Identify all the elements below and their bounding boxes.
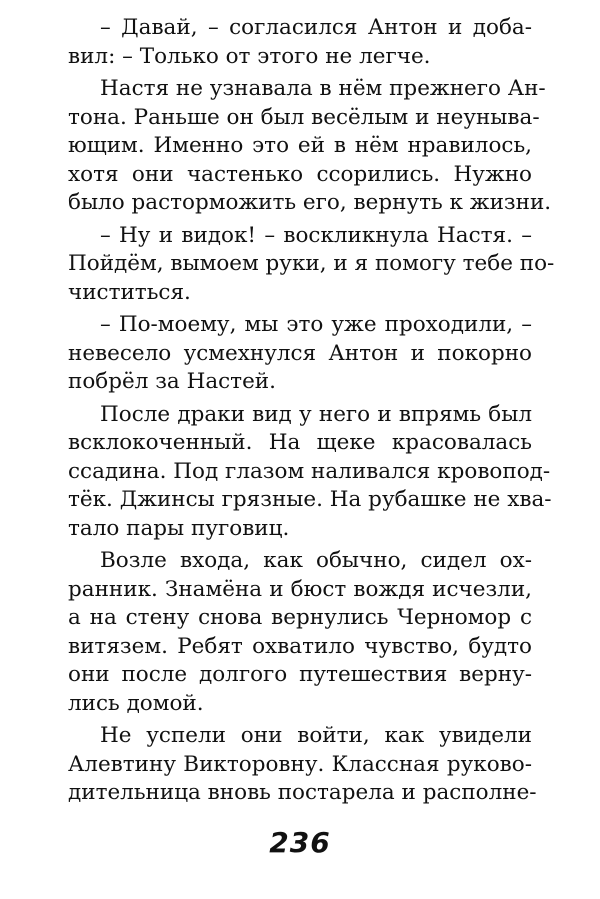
text-line: тона. Раньше он был весёлым и неуныва- (68, 104, 540, 130)
page-number: 236 (269, 826, 331, 859)
text-line: витязем. Ребят охватило чувство, будто (68, 633, 532, 659)
text-line: чиститься. (68, 279, 191, 305)
body-text (68, 14, 555, 808)
text-line: Алевтину Викторовну. Классная руково- (68, 751, 532, 777)
text-line: а на стену снова вернулись Черномор с (68, 605, 532, 630)
text-line: невесело усмехнулся Антон и покорно (68, 340, 532, 366)
text-line: После драки вид у него и впрямь был (100, 401, 532, 427)
text-line: лись домой. (68, 690, 204, 716)
text-line: было расторможить его, вернуть к жизни. (68, 190, 552, 215)
text-line: всклокоченный. На щеке красовалась (68, 430, 532, 455)
text-line: хотя они частенько ссорились. Нужно (68, 161, 532, 187)
text-line: они после долгого путешествия верну- (68, 662, 532, 687)
text-line: ющим. Именно это ей в нём нравилось, (68, 133, 532, 158)
text-line: Не успели они войти, как увидели (100, 723, 532, 748)
text-line: Пойдём, вымоем руки, и я помогу тебе по- (68, 251, 555, 276)
text-line: Возле входа, как обычно, сидел ох- (100, 548, 532, 573)
text-line: вил: – Только от этого не легче. (68, 43, 431, 69)
text-line: ранник. Знамёна и бюст вождя исчезли, (68, 576, 532, 602)
text-line: – Давай, – согласился Антон и доба- (100, 15, 532, 40)
text-line: – По-моему, мы это уже проходили, – (100, 312, 532, 337)
text-line: Настя не узнавала в нём прежнего Ан- (100, 76, 546, 101)
text-line: дительница вновь постарела и располне- (68, 780, 537, 805)
text-line: тёк. Джинсы грязные. На рубашке не хва- (68, 487, 552, 512)
text-line: тало пары пуговиц. (68, 515, 290, 541)
text-line: ссадина. Под глазом наливался кровопод- (68, 458, 551, 484)
text-line: – Ну и видок! – воскликнула Настя. – (100, 222, 532, 248)
text-line: побрёл за Настей. (68, 369, 276, 394)
